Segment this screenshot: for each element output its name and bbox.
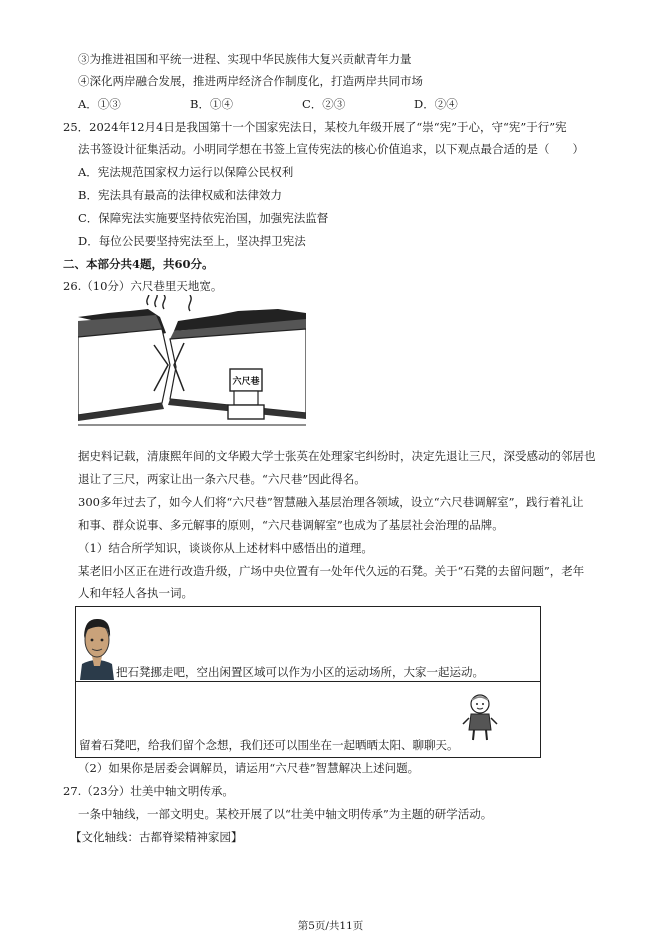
question-27-intro: 一条中轴线，一部文明史。某校开展了以“壮美中轴文明传承”为主题的研学活动。: [78, 807, 493, 821]
material-2-line-2: 和事、群众说事、多元解事的原则，“六尺巷调解室”也成为了基层社会治理的品牌。: [78, 518, 504, 532]
section-subtitle: 【文化轴线：古都脊梁精神家园】: [70, 830, 243, 844]
material-3-line-2: 人和年轻人各执一词。: [78, 586, 193, 600]
answer-option-d[interactable]: D．②④: [414, 97, 458, 111]
young-opinion-text: 把石凳挪走吧，空出闲置区域可以作为小区的运动场所，大家一起运动。: [116, 665, 484, 679]
material-1-line-1: 据史料记载，清康熙年间的文华殿大学士张英在处理家宅纠纷时，决定先退让三尺，深受感动的邻居也: [78, 449, 596, 463]
question-25-option-d[interactable]: D．每位公民要坚持宪法至上，坚决捍卫宪法: [78, 234, 306, 248]
question-25-stem-1: 25．2024年12月4日是我国第十一个国家宪法日，某校九年级开展了“崇“宪”于心，守“宪”于行”宪: [63, 120, 567, 134]
question-25-option-c[interactable]: C．保障宪法实施要坚持依宪治国，加强宪法监督: [78, 211, 329, 225]
option-item-3: ③为推进祖国和平统一进程、实现中华民族伟大复兴贡献青年力量: [78, 52, 412, 66]
question-25-option-a[interactable]: A．宪法规范国家权力运行以保障公民权利: [78, 165, 294, 179]
question-26-title: 26.（10分）六尺巷里天地宽。: [63, 279, 223, 293]
answer-options-24: [78, 96, 526, 112]
six-foot-alley-illustration: [78, 295, 306, 437]
material-3-line-1: 某老旧小区正在进行改造升级，广场中央位置有一处年代久远的石凳。关于“石凳的去留问题”，老年: [78, 564, 585, 578]
question-27-title: 27.（23分）壮美中轴文明传承。: [63, 784, 234, 798]
answer-option-b[interactable]: B．①④: [190, 97, 233, 111]
elderly-man-avatar: [460, 692, 500, 742]
page-footer: 第5页/共11页: [297, 920, 364, 932]
question-25-option-b[interactable]: B．宪法具有最高的法律权威和法律效力: [78, 188, 282, 202]
answer-option-a[interactable]: A．①③: [78, 97, 121, 111]
sub-question-1: （1）结合所学知识，谈谈你从上述材料中感悟出的道理。: [78, 541, 373, 555]
elder-opinion-text: 留着石凳吧，给我们留个念想，我们还可以围坐在一起晒晒太阳、聊聊天。: [79, 738, 459, 752]
section-2-heading: 二、本部分共4题，共60分。: [63, 257, 214, 271]
material-1-line-2: 退让了三尺，两家让出一条六尺巷。“六尺巷”因此得名。: [78, 472, 366, 486]
option-item-4: ④深化两岸融合发展，推进两岸经济合作制度化，打造两岸共同市场: [78, 74, 423, 88]
alley-sign-text: 六尺巷: [232, 377, 260, 387]
young-man-avatar: [78, 610, 116, 680]
opinion-dialog-box: [75, 606, 541, 758]
question-25-stem-2: 法书签设计征集活动。小明同学想在书签上宣传宪法的核心价值追求，以下观点最合适的是（ ）: [78, 142, 584, 156]
material-2-line-1: 300多年过去了，如今人们将“六尺巷”智慧融入基层治理各领域，设立“六尺巷调解室”，践行着礼让: [78, 495, 584, 509]
answer-option-c[interactable]: C．②③: [302, 97, 346, 111]
sub-question-2: （2）如果你是居委会调解员，请运用“六尺巷”智慧解决上述问题。: [78, 761, 420, 775]
young-opinion-row: [76, 607, 540, 682]
